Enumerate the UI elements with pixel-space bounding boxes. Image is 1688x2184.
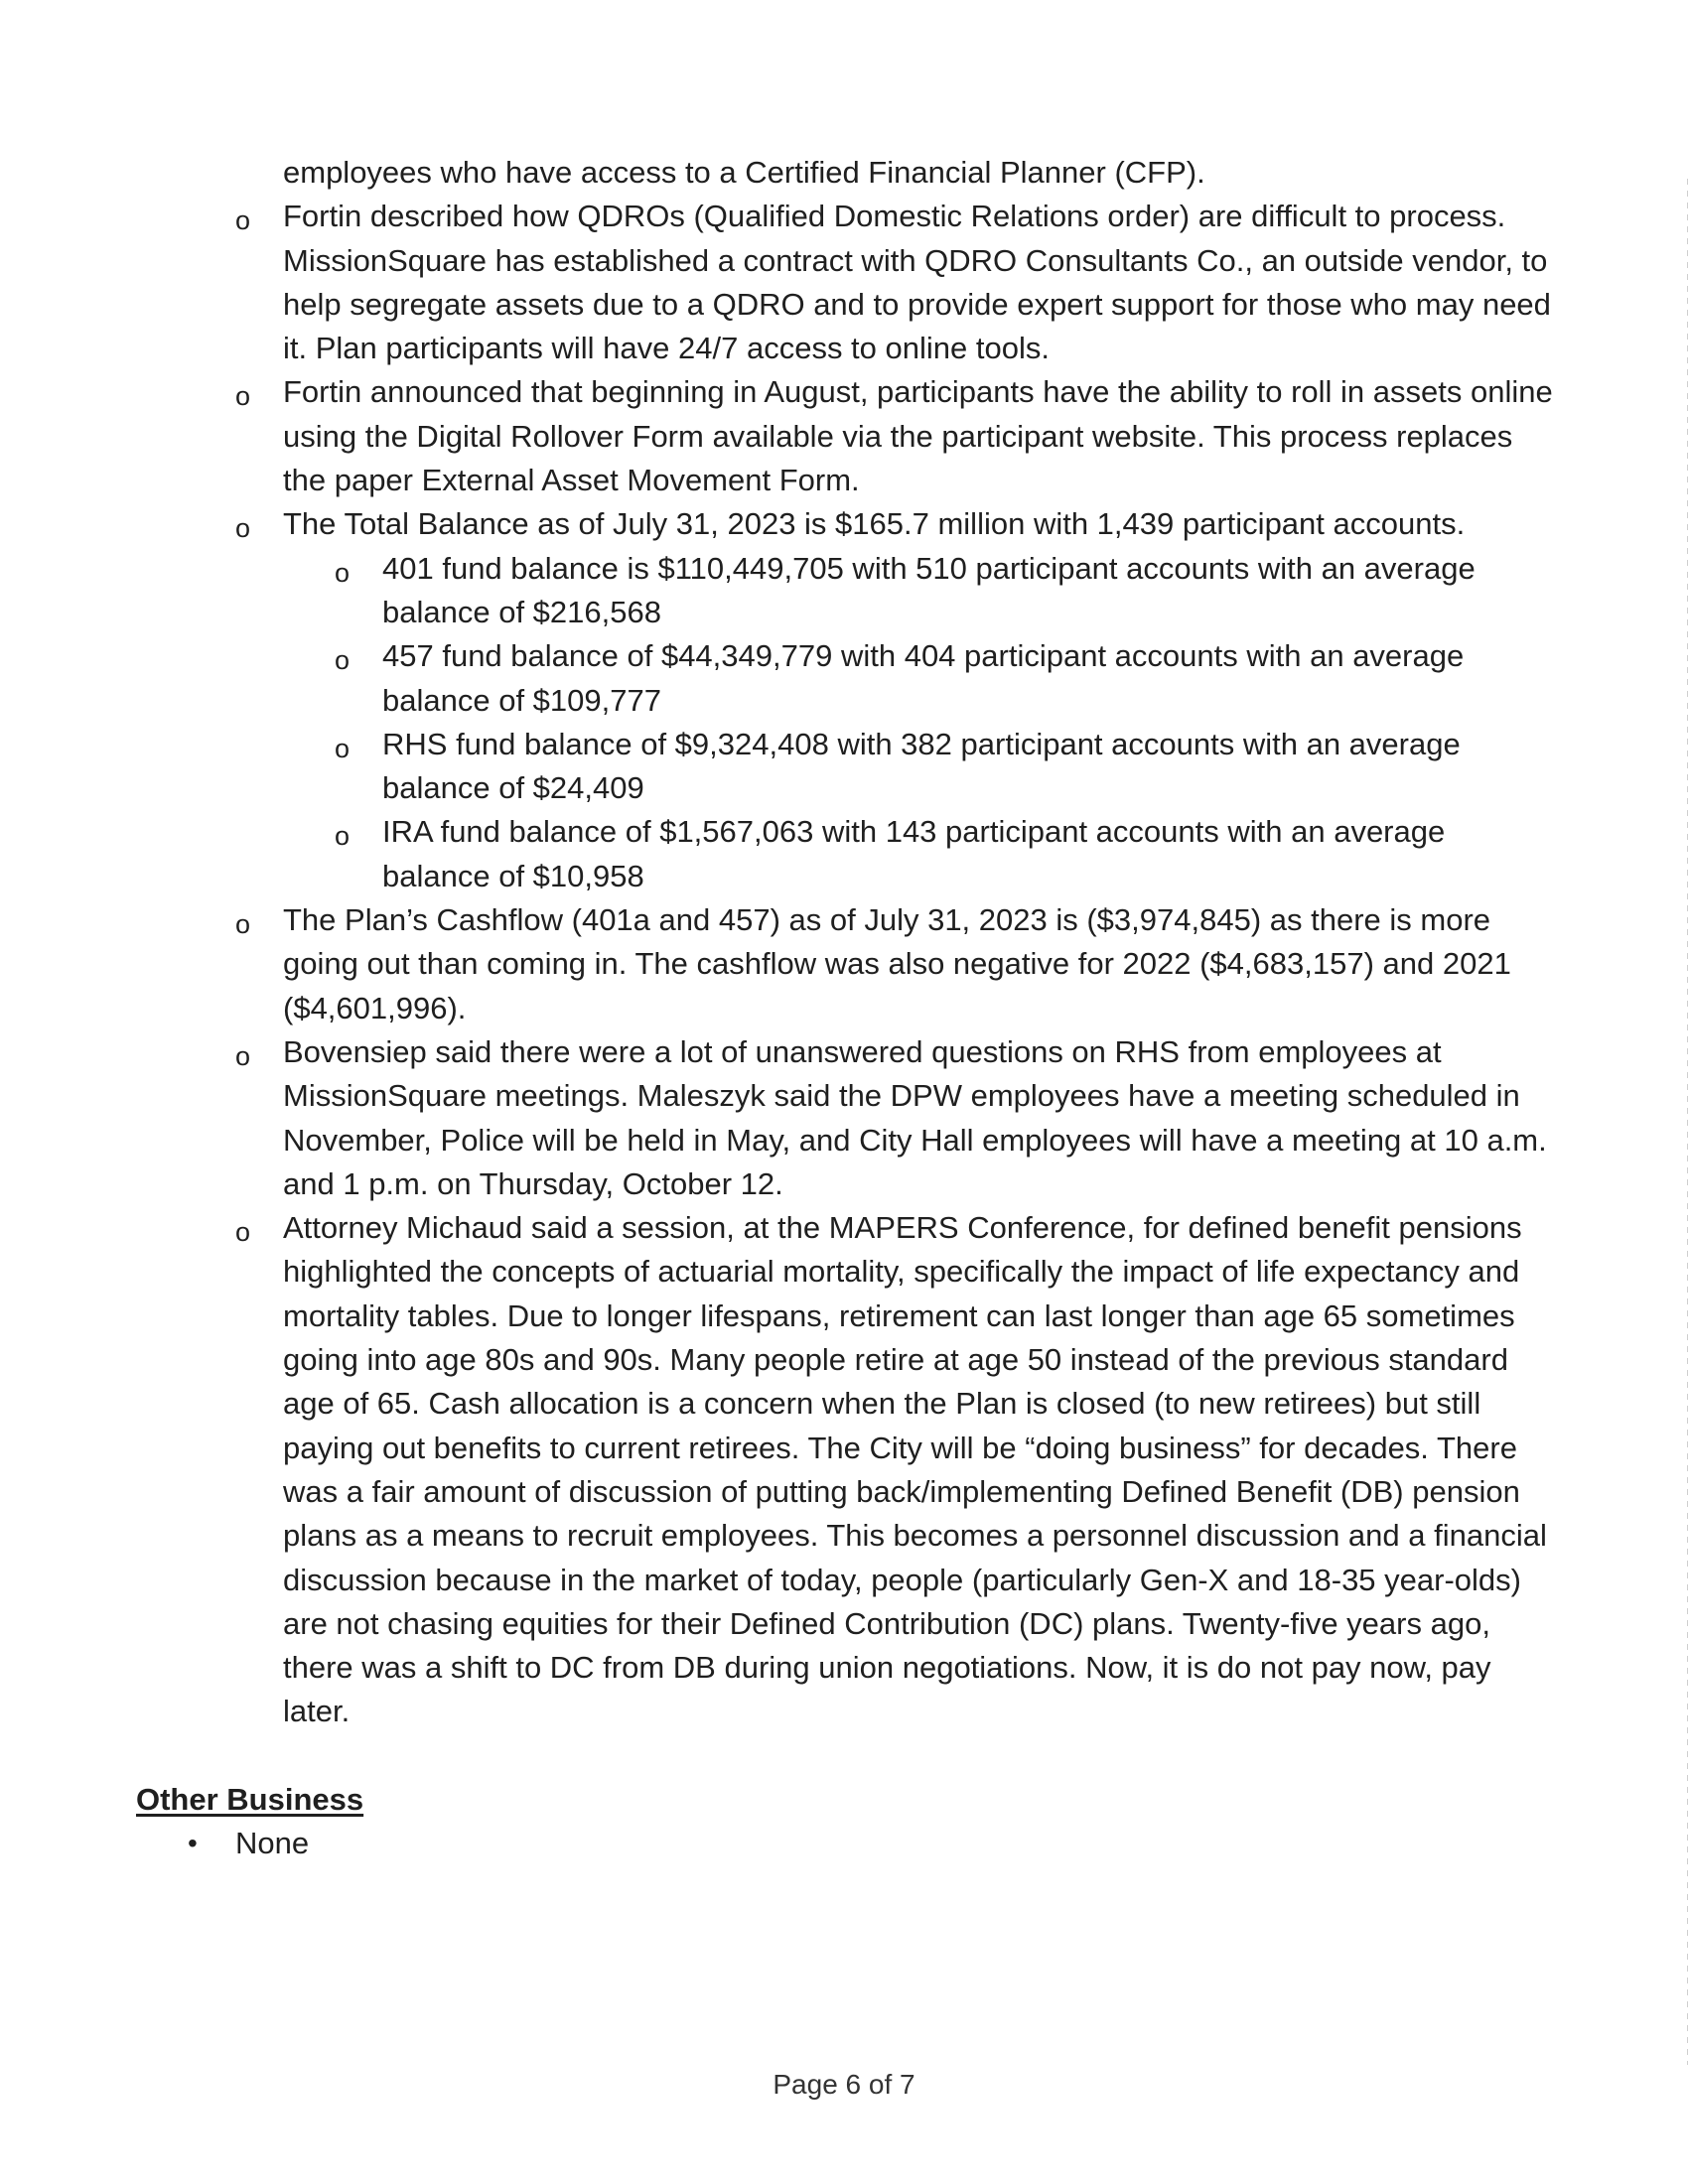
list-item (0, 1206, 1554, 1734)
list-item (0, 1030, 1554, 1206)
sub-list-item (0, 723, 1484, 811)
list-item-text: The Total Balance as of July 31, 2023 is $165.7 million with 1,439 participant accounts. (283, 506, 1466, 542)
page-number-footer: Page 6 of 7 (773, 2069, 915, 2100)
bullet-list-item (0, 1822, 1688, 1865)
list-item (0, 898, 1554, 1030)
list-item-text: Fortin described how QDROs (Qualified Domestic Relations order) are difficult to process. MissionSquare has established a contract with QDRO Consultants Co., an outside vendor, to help segregate assets due to a QDRO and to provide expert support for those who may need it. Plan participants will have 24/7 access to online tools. (283, 199, 1551, 366)
section-heading-other-business: Other Business (136, 1781, 364, 1817)
continuation-paragraph: employees who have access to a Certified Financial Planner (CFP). (283, 155, 1205, 190)
sub-list-item (0, 547, 1484, 635)
bullet-list-item-text: None (235, 1825, 310, 1860)
bullet-circle: o (235, 909, 251, 940)
bullet-circle: o (235, 381, 251, 412)
sub-list-item-text: IRA fund balance of $1,567,063 with 143 participant accounts with an average balance of $10,958 (382, 814, 1446, 893)
list-item-text: Attorney Michaud said a session, at the MAPERS Conference, for defined benefit pensions highlighted the concepts of actuarial mortality, specifically the impact of life expectancy and mortality tables. Due to longer lifespans, retirement can last longer than age 65 sometimes going into age 80s and 90s. Many people retire at age 50 instead of the previous standard age of 65. Cash allocation is a concern when the Plan is closed (to new retirees) but still paying out benefits to current retirees. The City will be “doing business” for decades. There was a fair amount of discussion of putting back/implementing Defined Benefit (DB) pension plans as a means to recruit employees. This becomes a personnel discussion and a financial discussion because in the market of today, people (particularly Gen-X and 18-35 year-olds) are not chasing equities for their Defined Contribution (DC) plans. Twenty-five years ago, there was a shift to DC from DB during union negotiations. Now, it is do not pay now, pay later. (283, 1210, 1547, 1729)
list-item-text: The Plan’s Cashflow (401a and 457) as of July 31, 2023 is ($3,974,845) as there is more going out than coming in. The cashflow was also negative for 2022 ($4,683,157) and 2021 ($4,601,996). (283, 902, 1511, 1025)
sub-list-item (0, 634, 1484, 723)
bullet-circle: o (335, 733, 351, 763)
sub-list-item (0, 810, 1484, 898)
list-item (0, 195, 1554, 370)
bullet-circle: o (235, 205, 251, 236)
page-content (0, 151, 1688, 1865)
sub-list-item-text: RHS fund balance of $9,324,408 with 382 participant accounts with an average balance of $24,409 (382, 726, 1461, 806)
sub-list-item-text: 457 fund balance of $44,349,779 with 404 participant accounts with an average balance of $109,777 (382, 638, 1465, 718)
sub-list-item-text: 401 fund balance is $110,449,705 with 510 participant accounts with an average balance of $216,568 (382, 550, 1476, 629)
list-item (0, 502, 1554, 546)
bullet-circle: o (335, 645, 351, 676)
bullet-circle: o (235, 1040, 251, 1071)
list-item-text: Bovensiep said there were a lot of unanswered questions on RHS from employees at MissionSquare meetings. Maleszyk said the DPW employees have a meeting scheduled in November, Police will be held in May, and City Hall employees will have a meeting at 10 a.m. and 1 p.m. on Thursday, October 12. (283, 1033, 1547, 1201)
bullet-circle: o (235, 1217, 251, 1248)
bullet-circle: o (335, 821, 351, 852)
list-item-text: Fortin announced that beginning in August, participants have the ability to roll in assets online using the Digital Rollover Form available via the participant website. This process replaces the paper External Asset Movement Form. (283, 374, 1553, 498)
bullet-dot: • (188, 1827, 198, 1858)
list-item (0, 370, 1554, 502)
bullet-circle: o (335, 557, 351, 588)
bullet-circle: o (235, 513, 251, 544)
